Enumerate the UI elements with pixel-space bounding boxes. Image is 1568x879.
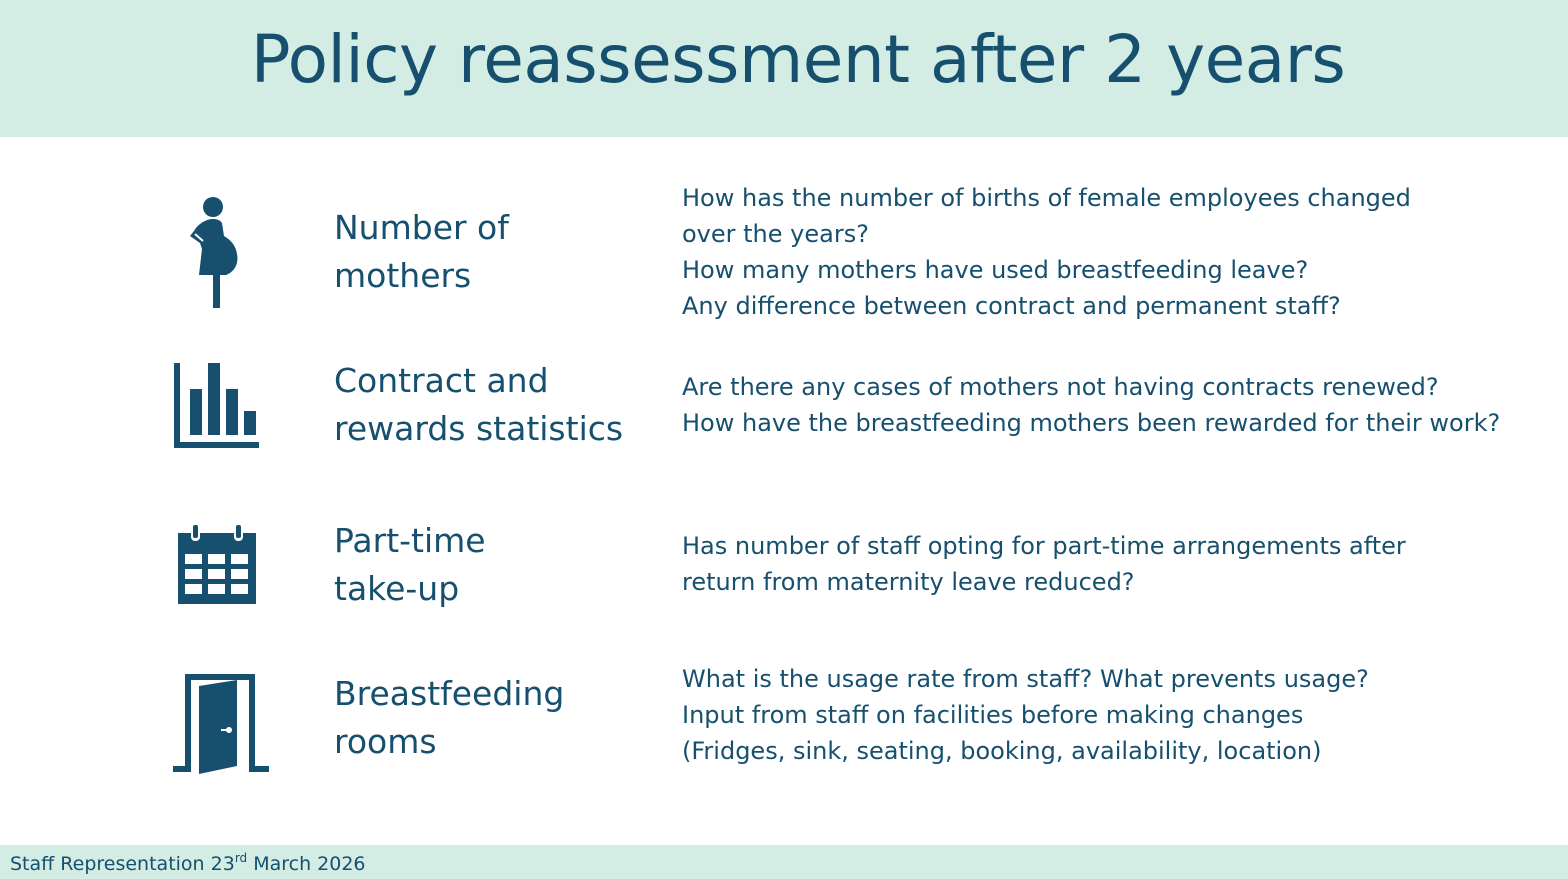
open-door-icon xyxy=(173,674,269,775)
questions-part-time: Has number of staff opting for part-time arrangements after return from maternity leave reduced? xyxy=(682,532,1406,596)
slide-title: Policy reassessment after 2 years xyxy=(250,21,1346,98)
footer-text: Staff Representation 23rd March 2026 xyxy=(10,851,366,875)
topic-number-of-mothers: Number of mothers xyxy=(334,208,509,295)
questions-contract-rewards: Are there any cases of mothers not having contracts renewed? How have the breastfeeding mothers been rewarded for their work? xyxy=(682,373,1501,437)
topic-breastfeeding-rooms: Breastfeeding rooms xyxy=(334,674,565,761)
questions-breastfeeding-rooms: What is the usage rate from staff? What prevents usage? Input from staff on facilities before making changes (Fridges, sink, seating, booking, availability, location) xyxy=(682,665,1369,765)
calendar-icon xyxy=(177,525,257,605)
questions-number-of-mothers: How has the number of births of female employees changed over the years? How many mothers have used breastfeeding leave? Any difference between contract and permanent staff? xyxy=(682,184,1411,320)
topic-part-time: Part-time take-up xyxy=(334,521,486,608)
topic-contract-rewards: Contract and rewards statistics xyxy=(334,361,624,448)
footer-band xyxy=(0,845,1568,879)
bar-chart-icon xyxy=(174,363,260,449)
pregnant-woman-icon xyxy=(186,196,242,310)
